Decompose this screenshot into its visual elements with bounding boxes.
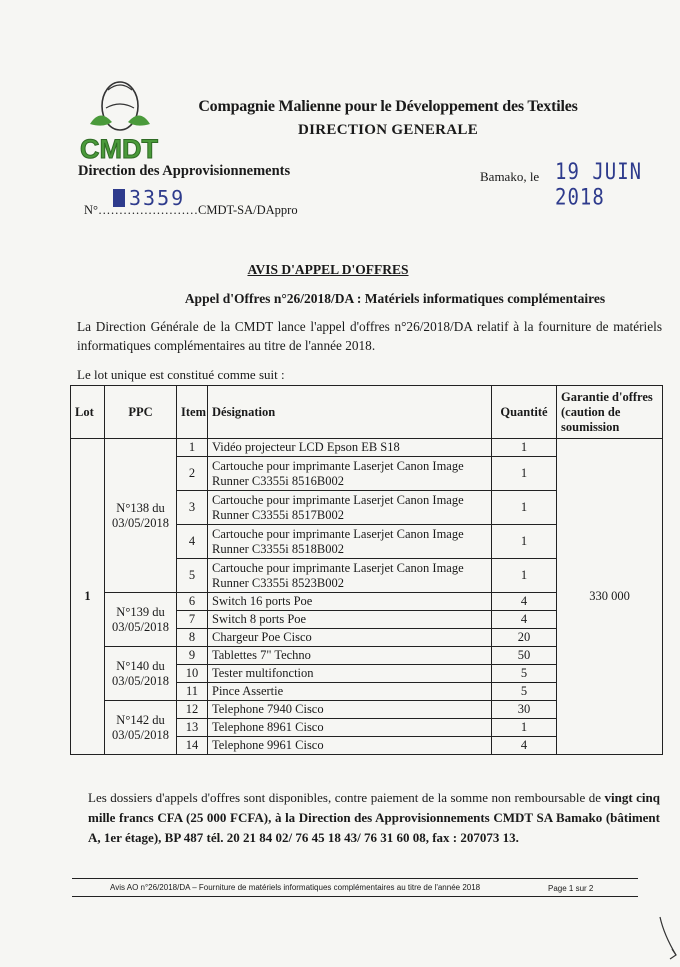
item-number: 14 [177,737,208,755]
cmdt-logo [78,78,190,164]
notice-title: AVIS D'APPEL D'OFFRES [247,262,409,277]
item-number: 8 [177,629,208,647]
header-ppc: PPC [105,386,177,439]
department-name: Direction des Approvisionnements [78,163,291,179]
item-number: 13 [177,719,208,737]
header-quantite: Quantité [492,386,557,439]
designation-cell: Cartouche pour imprimante Laserjet Canon Image Runner C3355i 8517B002 [208,491,492,525]
reference-number-stamp: 3359 [113,186,185,210]
ppc-cell: N°140 du 03/05/2018 [105,647,177,701]
quantity-cell: 1 [492,439,557,457]
quantity-cell: 30 [492,701,557,719]
ppc-cell: N°139 du 03/05/2018 [105,593,177,647]
quantity-cell: 1 [492,719,557,737]
designation-cell: Telephone 8961 Cisco [208,719,492,737]
item-number: 1 [177,439,208,457]
quantity-cell: 1 [492,525,557,559]
item-number: 2 [177,457,208,491]
designation-cell: Cartouche pour imprimante Laserjet Canon Image Runner C3355i 8523B002 [208,559,492,593]
date-stamp: 19 JUIN 2018 [555,159,643,211]
item-number: 4 [177,525,208,559]
designation-cell: Switch 8 ports Poe [208,611,492,629]
item-number: 9 [177,647,208,665]
footer-divider-bottom [72,896,638,897]
header-designation: Désignation [208,386,492,439]
quantity-cell: 20 [492,629,557,647]
item-number: 7 [177,611,208,629]
intro-paragraph: La Direction Générale de la CMDT lance l'appel d'offres n°26/2018/DA relatif à la fourniture de matériels informatiques complémentaires au titre de l'année 2018. [77,319,662,353]
quantity-cell: 5 [492,683,557,701]
svg-text:CMDT: CMDT [80,134,158,164]
designation-cell: Pince Assertie [208,683,492,701]
dossiers-contact: vingt cinq mille francs CFA (25 000 FCFA), à la Direction des Approvisionnements CMDT SA Bamako (bâtiment A, 1er étage), BP 487 tél. 20 21 84 02/ 76 45 18 43/ 76 31 60 08, fax : 207073 13. [88,790,661,845]
item-number: 5 [177,559,208,593]
header-lot: Lot [71,386,105,439]
quantity-cell: 1 [492,457,557,491]
item-number: 6 [177,593,208,611]
table-row [71,439,663,457]
lots-table [70,385,663,755]
city-label: Bamako, le [480,169,540,184]
item-number: 10 [177,665,208,683]
page-number: Page 1 sur 2 [548,884,594,893]
notice-subtitle: Appel d'Offres n°26/2018/DA : Matériels informatiques complémentaires [184,291,606,306]
ppc-cell: N°138 du 03/05/2018 [105,439,177,593]
ppc-cell: N°142 du 03/05/2018 [105,701,177,755]
dossiers-paragraph [88,788,660,848]
garantie-amount: 330 000 [557,439,663,755]
quantity-cell: 4 [492,737,557,755]
lot-number: 1 [71,439,105,755]
direction-generale: DIRECTION GENERALE [297,122,479,138]
quantity-cell: 5 [492,665,557,683]
designation-cell: Switch 16 ports Poe [208,593,492,611]
designation-cell: Telephone 9961 Cisco [208,737,492,755]
designation-cell: Chargeur Poe Cisco [208,629,492,647]
footer-divider [72,878,638,879]
header-item: Item [177,386,208,439]
dossiers-text: Les dossiers d'appels d'offres sont disponibles, contre paiement de la somme non remboursable de [88,790,601,805]
table-header-row [71,386,663,439]
quantity-cell: 50 [492,647,557,665]
designation-cell: Telephone 7940 Cisco [208,701,492,719]
quantity-cell: 1 [492,491,557,525]
item-number: 12 [177,701,208,719]
quantity-cell: 1 [492,559,557,593]
designation-cell: Cartouche pour imprimante Laserjet Canon Image Runner C3355i 8518B002 [208,525,492,559]
footer-caption: Avis AO n°26/2018/DA – Fourniture de matériels informatiques complémentaires au titre de l'année 2018 [110,883,481,892]
quantity-cell: 4 [492,611,557,629]
designation-cell: Cartouche pour imprimante Laserjet Canon Image Runner C3355i 8516B002 [208,457,492,491]
reference-line: N°……………………CMDT-SA/DAppro [84,203,298,217]
designation-cell: Tablettes 7" Techno [208,647,492,665]
company-name: Compagnie Malienne pour le Développement des Textiles [198,98,578,115]
page-curl-mark [650,915,680,962]
designation-cell: Tester multifonction [208,665,492,683]
quantity-cell: 4 [492,593,557,611]
lot-intro: Le lot unique est constitué comme suit : [77,367,285,382]
designation-cell: Vidéo projecteur LCD Epson EB S18 [208,439,492,457]
header-garantie: Garantie d'offres (caution de soumission [557,386,663,439]
item-number: 11 [177,683,208,701]
item-number: 3 [177,491,208,525]
